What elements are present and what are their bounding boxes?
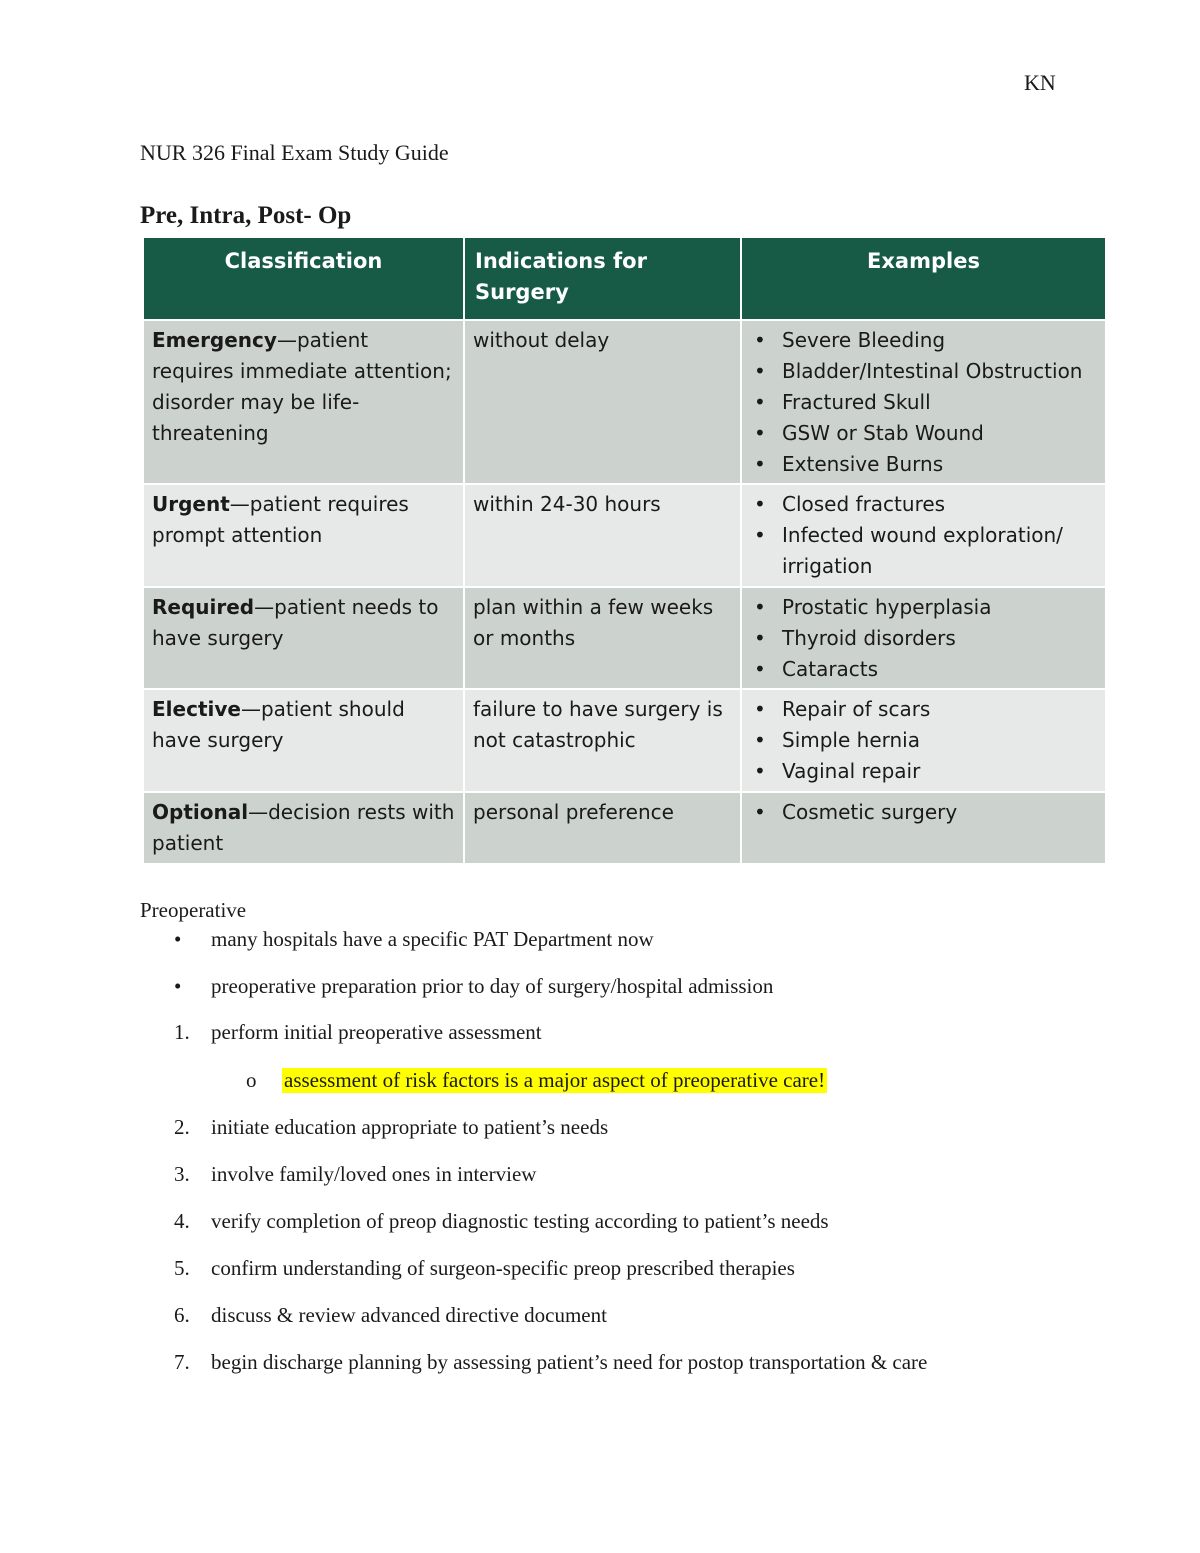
document-title: NUR 326 Final Exam Study Guide bbox=[140, 140, 449, 165]
list-item: • Simple hernia bbox=[782, 725, 1097, 756]
step-text: verify completion of preop diagnostic testing according to patient’s needs bbox=[211, 1209, 829, 1233]
examples-list bbox=[750, 592, 1097, 685]
list-item: • Infected wound exploration/ irrigation bbox=[782, 520, 1097, 582]
table-row bbox=[143, 320, 1106, 484]
table-row bbox=[143, 689, 1106, 792]
step-text: involve family/loved ones in interview bbox=[211, 1162, 537, 1186]
list-item: • Closed fractures bbox=[782, 489, 1097, 520]
examples-cell bbox=[741, 484, 1106, 587]
examples-cell bbox=[741, 320, 1106, 484]
list-item: • Severe Bleeding bbox=[782, 325, 1097, 356]
classification-cell bbox=[143, 792, 464, 864]
step-number: 5. bbox=[174, 1256, 190, 1280]
indication-cell: failure to have surgery is not catastrophic bbox=[464, 689, 741, 792]
bullet-text: preoperative preparation prior to day of surgery/hospital admission bbox=[211, 974, 774, 998]
step-number: 1. bbox=[174, 1020, 190, 1044]
classification-name: Emergency bbox=[152, 328, 277, 352]
classification-name: Optional bbox=[152, 800, 249, 824]
preoperative-heading: Preoperative bbox=[140, 898, 247, 922]
examples-list bbox=[750, 489, 1097, 582]
classification-name: Required bbox=[152, 595, 255, 619]
step-text: discuss & review advanced directive document bbox=[211, 1303, 607, 1327]
indication-cell: personal preference bbox=[464, 792, 741, 864]
list-item: • Cataracts bbox=[782, 654, 1097, 685]
classification-description: —decision rests with patient bbox=[152, 800, 455, 855]
step-text: initiate education appropriate to patient’s needs bbox=[211, 1115, 609, 1139]
indication-cell: within 24-30 hours bbox=[464, 484, 741, 587]
examples-cell bbox=[741, 689, 1106, 792]
list-item: • Repair of scars bbox=[782, 694, 1097, 725]
list-item: • Cosmetic surgery bbox=[782, 797, 1097, 828]
step-number: 7. bbox=[174, 1350, 190, 1374]
table-header-row bbox=[143, 237, 1106, 320]
classification-name: Elective bbox=[152, 697, 241, 721]
list-item: • Extensive Burns bbox=[782, 449, 1097, 480]
table-row bbox=[143, 484, 1106, 587]
classification-description: —patient requires immediate attention; disorder may be life-threatening bbox=[152, 328, 452, 445]
sub-bullet-marker: o bbox=[246, 1068, 257, 1092]
step-text: perform initial preoperative assessment bbox=[211, 1020, 542, 1044]
classification-cell bbox=[143, 689, 464, 792]
indication-cell: without delay bbox=[464, 320, 741, 484]
list-item: • Bladder/Intestinal Obstruction bbox=[782, 356, 1097, 387]
list-item: • Thyroid disorders bbox=[782, 623, 1097, 654]
step-text: begin discharge planning by assessing patient’s need for postop transportation & care bbox=[211, 1350, 928, 1374]
step-number: 3. bbox=[174, 1162, 190, 1186]
step-text: confirm understanding of surgeon-specific preop prescribed therapies bbox=[211, 1256, 795, 1280]
examples-cell bbox=[741, 587, 1106, 689]
examples-list bbox=[750, 325, 1097, 480]
table-row bbox=[143, 587, 1106, 689]
list-item: • Prostatic hyperplasia bbox=[782, 592, 1097, 623]
classification-description: —patient needs to have surgery bbox=[152, 595, 439, 650]
examples-list bbox=[750, 694, 1097, 787]
column-header-indications: Indications for Surgery bbox=[464, 237, 741, 320]
bullet-marker: • bbox=[174, 974, 182, 998]
classification-description: —patient requires prompt attention bbox=[152, 492, 409, 547]
table-row bbox=[143, 792, 1106, 864]
surgery-classification-table bbox=[142, 236, 1107, 865]
bullet-text: many hospitals have a specific PAT Department now bbox=[211, 927, 654, 951]
list-item: • Fractured Skull bbox=[782, 387, 1097, 418]
classification-cell bbox=[143, 484, 464, 587]
highlighted-note: assessment of risk factors is a major aspect of preoperative care! bbox=[284, 1068, 826, 1092]
section-heading: Pre, Intra, Post- Op bbox=[140, 202, 352, 229]
indication-cell: plan within a few weeks or months bbox=[464, 587, 741, 689]
step-number: 4. bbox=[174, 1209, 190, 1233]
bullet-marker: • bbox=[174, 927, 182, 951]
classification-name: Urgent bbox=[152, 492, 230, 516]
classification-cell bbox=[143, 320, 464, 484]
examples-cell bbox=[741, 792, 1106, 864]
author-initials: KN bbox=[1024, 70, 1056, 95]
classification-description: —patient should have surgery bbox=[152, 697, 405, 752]
column-header-classification: Classification bbox=[143, 237, 464, 320]
examples-list bbox=[750, 797, 1097, 828]
list-item: • Vaginal repair bbox=[782, 756, 1097, 787]
column-header-examples: Examples bbox=[741, 237, 1106, 320]
step-number: 2. bbox=[174, 1115, 190, 1139]
step-number: 6. bbox=[174, 1303, 190, 1327]
list-item: • GSW or Stab Wound bbox=[782, 418, 1097, 449]
classification-cell bbox=[143, 587, 464, 689]
